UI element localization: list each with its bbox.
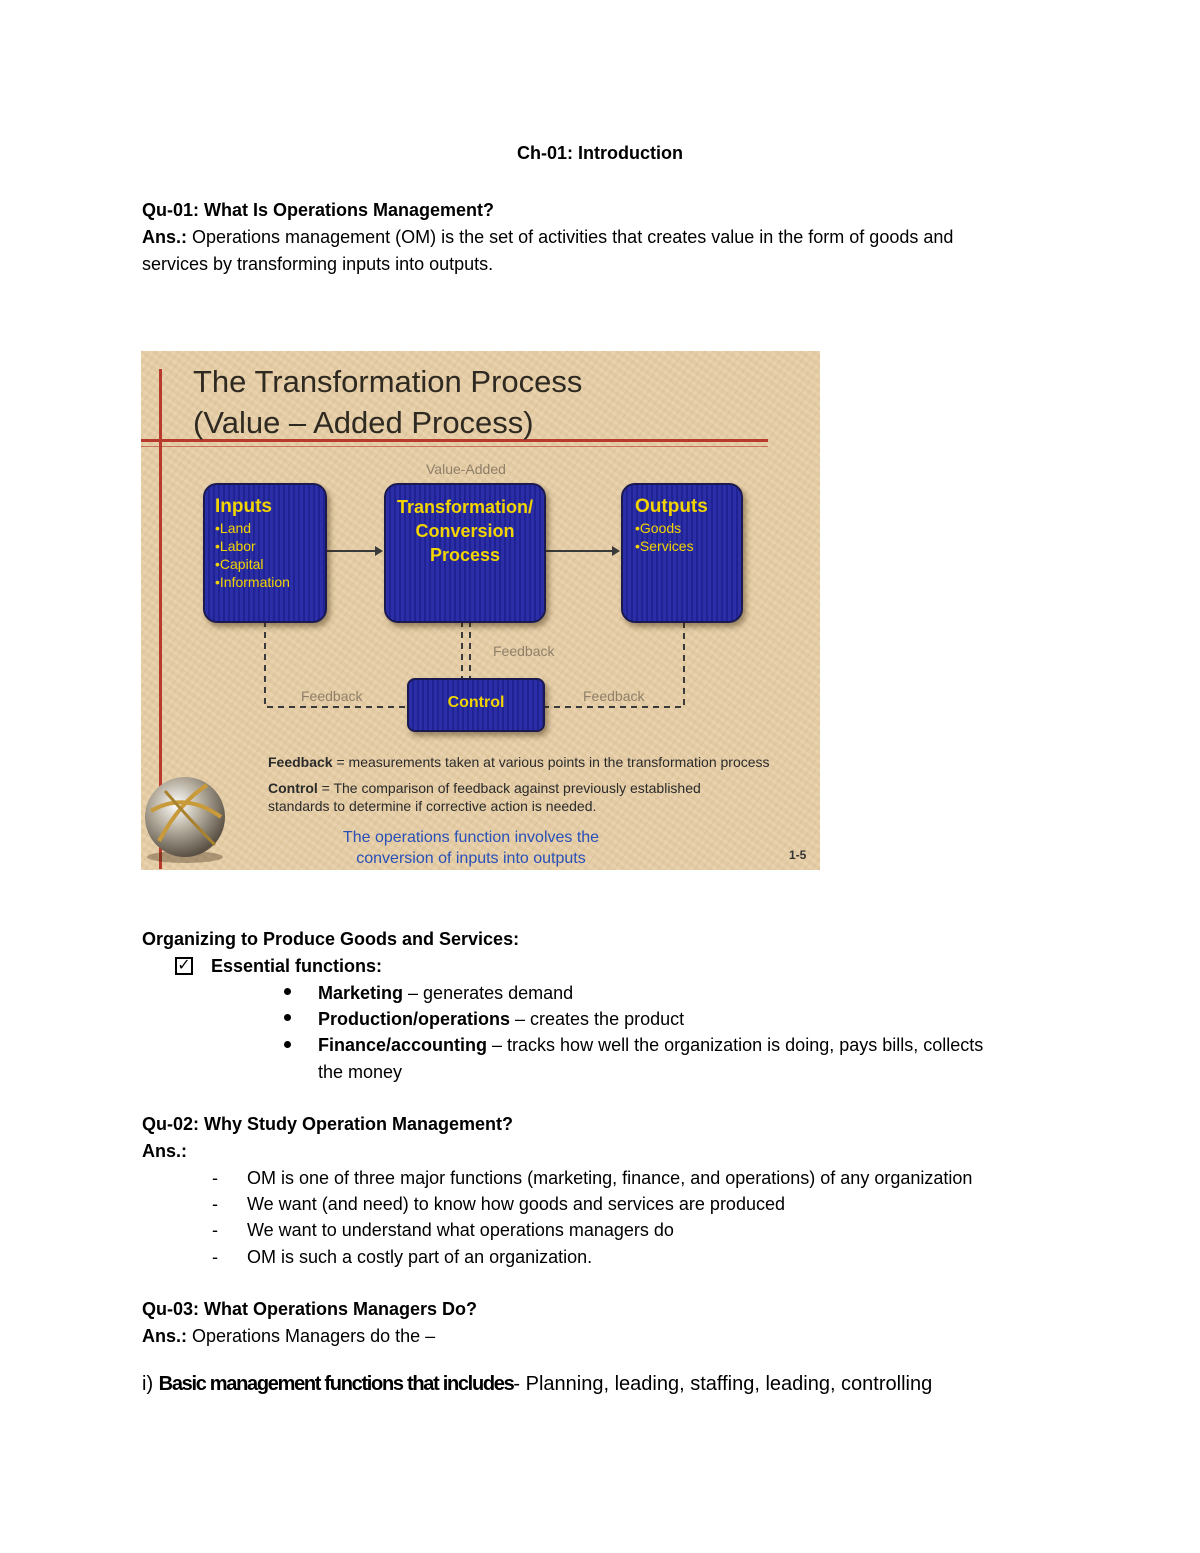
feedback-definition-text: = measurements taken at various points in the transformation process <box>332 754 770 770</box>
list-item: OM is one of three major functions (marketing, finance, and operations) of any organization <box>247 1168 973 1188</box>
dash-bullet: - <box>212 1168 218 1188</box>
outputs-item: •Goods <box>635 520 682 536</box>
transformation-title-line: Conversion <box>415 521 515 541</box>
question-2 <box>142 1111 1072 1165</box>
feedback-definition <box>268 753 770 771</box>
inputs-title: Inputs <box>215 496 272 517</box>
feedback-center-label: Feedback <box>493 643 555 659</box>
bullet-icon <box>284 1041 291 1048</box>
transformation-box <box>384 483 546 623</box>
essential-functions-label: Essential functions: <box>211 956 383 976</box>
bullet-icon <box>284 988 291 995</box>
answer-3-text: Operations Managers do the – <box>187 1326 436 1346</box>
question-3 <box>142 1296 1072 1350</box>
function-description: – creates the product <box>510 1009 685 1029</box>
transformation-title-line: Process <box>429 545 501 565</box>
arrow-head-1 <box>375 546 383 556</box>
control-term: Control <box>268 780 318 796</box>
slide-title-line-2: (Value – Added Process) <box>193 405 534 440</box>
function-term: Marketing <box>318 983 404 1003</box>
organizing-heading <box>142 926 1072 953</box>
answer-1-continuation: services by transforming inputs into outputs. <box>142 254 494 274</box>
inputs-item: •Land <box>215 520 252 536</box>
transformation-process-slide <box>141 351 820 870</box>
document-title: Ch-01: Introduction <box>517 143 683 163</box>
slide-number: 1-5 <box>789 848 807 862</box>
function-term: Finance/accounting <box>318 1035 488 1055</box>
control-definition-continuation: standards to determine if corrective action is needed. <box>268 798 597 814</box>
inputs-item: •Labor <box>215 538 256 554</box>
list-marker: i) <box>142 1373 159 1395</box>
feedback-right-label: Feedback <box>583 688 645 704</box>
inputs-item: •Capital <box>215 556 264 572</box>
dash-bullet: - <box>212 1194 218 1214</box>
answer-label: Ans.: <box>142 1326 187 1346</box>
function-term: Production/operations <box>318 1009 511 1029</box>
list-item-continuation: the money <box>318 1062 403 1082</box>
outputs-title: Outputs <box>635 496 708 517</box>
answer-1 <box>142 224 1072 251</box>
answer-label: Ans.: <box>142 227 187 247</box>
inputs-item: •Information <box>215 574 290 590</box>
dash-bullet: - <box>212 1247 218 1267</box>
bullet-icon <box>284 1014 291 1021</box>
dash-bullet: - <box>212 1220 218 1240</box>
transformation-title-line: Transformation/ <box>396 497 534 517</box>
outputs-box <box>621 483 743 623</box>
question-3-heading: Qu-03: What Operations Managers Do? <box>142 1299 478 1319</box>
inputs-box <box>203 483 327 623</box>
globe-icon <box>141 771 231 866</box>
slide-summary <box>321 827 621 869</box>
feedback-term: Feedback <box>268 754 333 770</box>
question-1 <box>142 197 1072 278</box>
question-2-heading: Qu-02: Why Study Operation Management? <box>142 1114 514 1134</box>
organizing-title: Organizing to Produce Goods and Services: <box>142 929 520 949</box>
answer-3 <box>142 1323 1072 1350</box>
slide-title-line-1: The Transformation Process <box>193 364 583 399</box>
answer-1-text: Operations management (OM) is the set of activities that creates value in the form of goods and <box>187 227 954 247</box>
outputs-item: •Services <box>635 538 694 554</box>
list-item <box>318 1032 983 1059</box>
control-label: Control <box>447 694 505 711</box>
arrow-head-2 <box>612 546 620 556</box>
control-box <box>407 678 545 732</box>
management-functions-line <box>142 1373 932 1396</box>
list-item: OM is such a costly part of an organization. <box>247 1247 593 1267</box>
slide-summary-line: The operations function involves the <box>342 829 600 846</box>
control-definition <box>268 779 701 815</box>
list-item: We want (and need) to know how goods and services are produced <box>247 1194 785 1214</box>
list-item: We want to understand what operations managers do <box>247 1220 674 1240</box>
list-item <box>318 980 573 1007</box>
slide-summary-line: conversion of inputs into outputs <box>356 850 586 867</box>
control-definition-text: = The comparison of feedback against previously established <box>317 780 701 796</box>
answer-label: Ans.: <box>142 1141 187 1161</box>
management-functions-list: - Planning, leading, staffing, leading, controlling <box>513 1373 933 1395</box>
list-item <box>318 1006 684 1033</box>
management-functions-term: Basic management functions that includes <box>158 1373 514 1395</box>
value-added-label: Value-Added <box>426 461 506 477</box>
feedback-left-label: Feedback <box>301 688 363 704</box>
function-description: – generates demand <box>403 983 574 1003</box>
question-1-heading: Qu-01: What Is Operations Management? <box>142 200 495 220</box>
checkbox-icon: ✓ <box>175 957 193 975</box>
function-description: – tracks how well the organization is doing, pays bills, collects <box>487 1035 984 1055</box>
transformation-title <box>386 495 544 567</box>
